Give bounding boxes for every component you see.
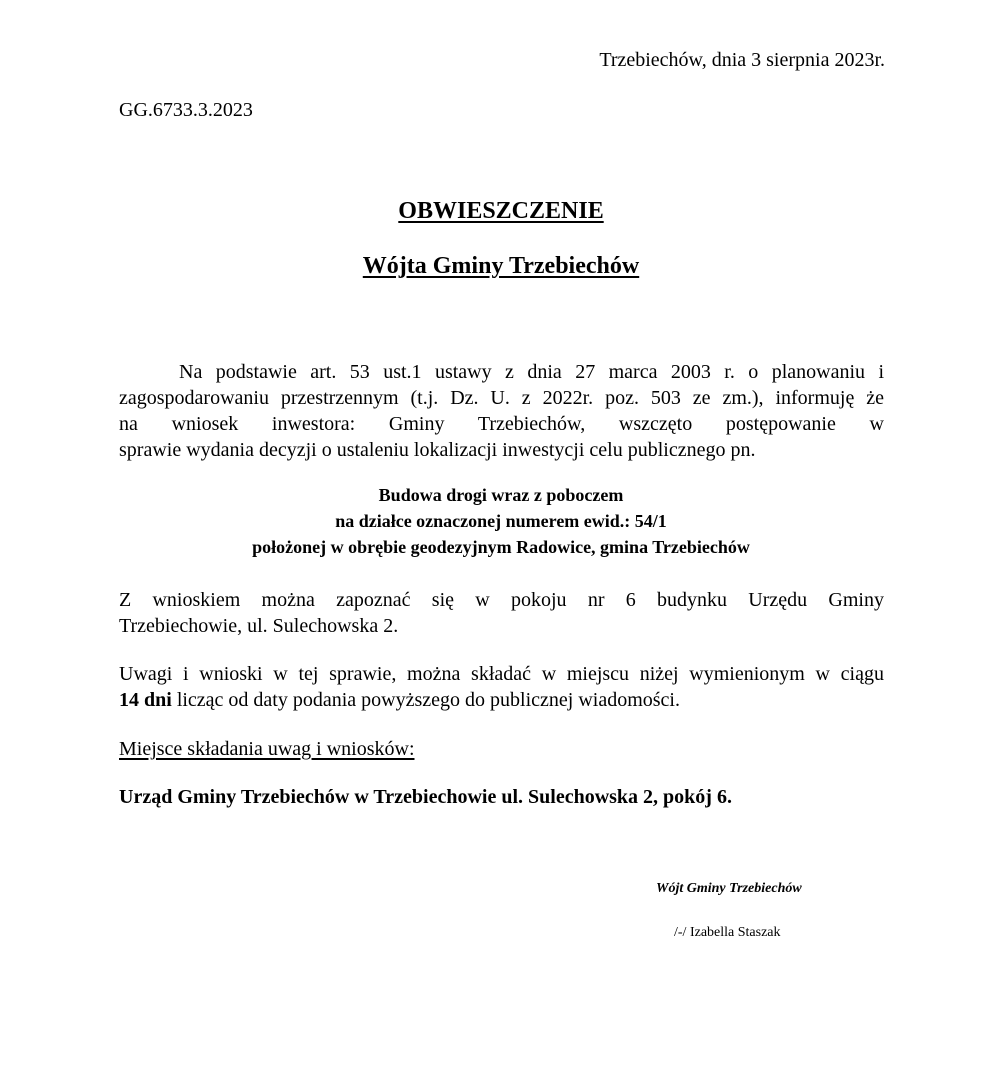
investment-line-1: Budowa drogi wraz z poboczem [378, 485, 624, 505]
reference-number: GG.6733.3.2023 [119, 99, 253, 121]
availability-line-2: Trzebiechowie, ul. Sulechowska 2. [119, 615, 399, 637]
signature-title: Wójt Gminy Trzebiechów [656, 881, 802, 896]
remarks-line-2 [119, 687, 884, 713]
availability-line-1: Z wnioskiem można zapoznać się w pokoju nr 6 budynku Urzędu Gminy [119, 589, 884, 611]
deadline-days: 14 dni [119, 689, 172, 711]
date-line: Trzebiechów, dnia 3 sierpnia 2023r. [599, 49, 885, 71]
investment-details [0, 482, 1002, 560]
intro-line-4: sprawie wydania decyzji o ustaleniu lokalizacji inwestycji celu publicznego pn. [119, 439, 756, 461]
intro-line-2: zagospodarowaniu przestrzennym (t.j. Dz. U. z 2022r. poz. 503 ze zm.), informuję że [119, 387, 884, 409]
submission-place: Urząd Gminy Trzebiechów w Trzebiechowie ul. Sulechowska 2, pokój 6. [119, 786, 732, 808]
remarks-paragraph [119, 661, 884, 713]
intro-line-1: Na podstawie art. 53 ust.1 ustawy z dnia 27 marca 2003 r. o planowaniu i [179, 361, 884, 383]
availability-paragraph [119, 587, 884, 639]
remarks-line-2-rest: licząc od daty podania powyższego do publicznej wiadomości. [171, 689, 680, 711]
intro-line-3: na wniosek inwestora: Gminy Trzebiechów, wszczęto postępowanie w [119, 413, 884, 435]
investment-line-3: położonej w obrębie geodezyjnym Radowice, gmina Trzebiechów [252, 537, 750, 557]
submission-place-label: Miejsce składania uwag i wniosków: [119, 738, 415, 760]
notice-title: OBWIESZCZENIE [398, 198, 604, 224]
signature-name: /-/ Izabella Staszak [674, 925, 781, 940]
investment-line-2: na działce oznaczonej numerem ewid.: 54/1 [335, 511, 667, 531]
intro-paragraph [119, 359, 884, 463]
remarks-line-1: Uwagi i wnioski w tej sprawie, można składać w miejscu niżej wymienionym w ciągu [119, 663, 884, 685]
notice-subtitle: Wójta Gminy Trzebiechów [362, 253, 640, 279]
